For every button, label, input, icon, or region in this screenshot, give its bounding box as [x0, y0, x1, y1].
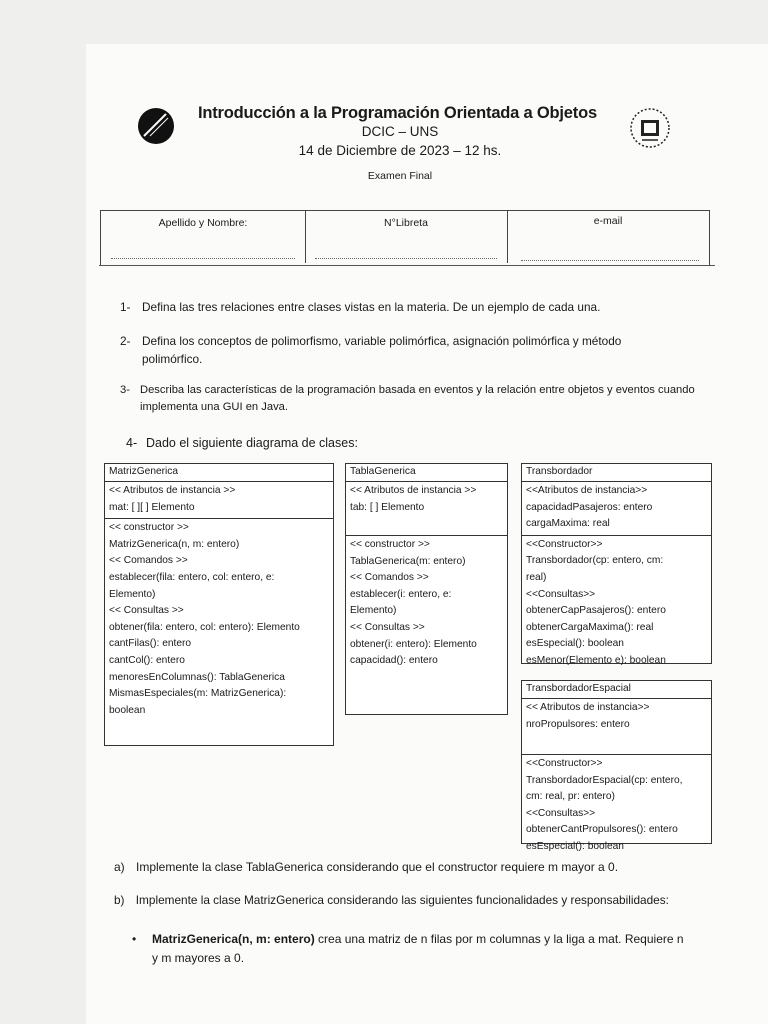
method-line: <<Constructor>>: [526, 538, 603, 550]
uml-class-transbordadorespacial: [521, 680, 712, 852]
attributes-section: [346, 482, 507, 536]
method-line: << constructor >>: [350, 539, 430, 550]
uml-class-transbordador: [521, 463, 712, 664]
question-3: [120, 381, 720, 417]
email-dotted-line: [521, 260, 699, 261]
course-title: Introducción a la Programación Orientada a Objetos: [198, 104, 597, 122]
method-line: << Consultas >>: [350, 621, 425, 633]
question-text-line2: implementa una GUI en Java.: [140, 401, 288, 413]
question-number: 1-: [120, 300, 131, 314]
method-line: boolean: [109, 704, 146, 716]
method-line: obtenerCantPropulsores(): entero: [526, 824, 678, 836]
attribute-line: nroPropulsores: entero: [526, 718, 630, 730]
method-line: TransbordadorEspacial(cp: entero,: [526, 774, 683, 786]
method-line: esEspecial(): boolean: [526, 638, 624, 650]
question-text-line1: Describa las características de la programación basada en eventos y la relación entre objetos y eventos cuando: [140, 384, 695, 396]
methods-section: [346, 536, 507, 672]
attribute-line: tab: [ ] Elemento: [350, 501, 425, 513]
method-line: MismasEspeciales(m: MatrizGenerica):: [109, 688, 287, 700]
bullet-text-line1: crea una matriz de n filas por m columnas y la liga a mat. Requiere n: [314, 932, 684, 946]
attribute-line: << Atributos de instancia >>: [350, 485, 477, 496]
question-number: 3-: [120, 384, 130, 396]
method-line: cantCol(): entero: [109, 654, 185, 666]
question-4: [126, 434, 526, 452]
email-label: e-mail: [593, 215, 623, 227]
method-line: obtenerCargaMaxima(): real: [526, 621, 654, 633]
attribute-line: capacidadPasajeros: entero: [526, 501, 653, 513]
method-line: esEspecial(): boolean: [526, 840, 624, 852]
attribute-line: <<Atributos de instancia>>: [526, 485, 648, 496]
method-line: capacidad(): entero: [350, 655, 438, 667]
libreta-label: N°Libreta: [384, 217, 428, 229]
method-line: Transbordador(cp: entero, cm:: [526, 555, 664, 567]
uml-class-tablagenerica: [345, 463, 508, 715]
libreta-dotted-line: [315, 258, 497, 259]
class-name: Transbordador: [522, 464, 711, 482]
method-line: obtener(fila: entero, col: entero): Elemento: [109, 621, 300, 633]
class-name: MatrizGenerica: [105, 464, 333, 482]
attribute-line: mat: [ ][ ] Elemento: [109, 501, 195, 513]
exam-date: 14 de Diciembre de 2023 – 12 hs.: [298, 143, 502, 158]
name-field[interactable]: [101, 211, 306, 263]
bullet-text-line2: y m mayores a 0.: [152, 951, 245, 965]
method-line: << Consultas >>: [109, 605, 184, 617]
class-name: TablaGenerica: [346, 464, 507, 482]
attributes-section: [105, 482, 333, 519]
methods-section: [522, 536, 711, 672]
method-line: cm: real, pr: entero): [526, 791, 615, 803]
attributes-section: [522, 699, 711, 755]
attribute-line: cargaMaxima: real: [526, 518, 610, 530]
university-logo-left: [136, 106, 176, 146]
question-text-line1: Defina los conceptos de polimorfismo, variable polimórfica, asignación polimórfica y método: [142, 334, 622, 348]
attributes-section: [522, 482, 711, 536]
method-line: <<Consultas>>: [526, 807, 596, 819]
method-line: << Comandos >>: [350, 572, 429, 584]
method-line: cantFilas(): entero: [109, 638, 192, 650]
method-line: real): [526, 571, 547, 583]
name-label: Apellido y Nombre:: [158, 217, 248, 229]
methods-section: [105, 519, 333, 721]
part-a-text: Implemente la clase TablaGenerica considerando que el constructor requiere m mayor a 0.: [136, 860, 619, 874]
part-b-text: Implemente la clase MatrizGenerica considerando las siguientes funcionalidades y responsabilidades:: [135, 893, 669, 907]
part-a-label: a): [114, 860, 125, 874]
name-dotted-line: [111, 258, 295, 259]
methods-section: [522, 755, 711, 858]
uml-class-matrizgenerica: [104, 463, 334, 746]
question-number: 4-: [126, 436, 138, 450]
method-line: esMenor(Elemento e): boolean: [526, 654, 666, 666]
method-line: obtener(i: entero): Elemento: [350, 638, 477, 650]
attribute-line: << Atributos de instancia >>: [109, 485, 236, 496]
part-b: [114, 893, 669, 907]
method-line: establecer(fila: entero, col: entero, e:: [109, 571, 275, 583]
method-line: Elemento): [109, 588, 156, 600]
id-box-baseline: [99, 265, 715, 266]
method-line: menoresEnColumnas(): TablaGenerica: [109, 671, 285, 683]
method-line: obtenerCapPasajeros(): entero: [526, 605, 666, 617]
part-a: [114, 860, 618, 874]
method-line: <<Consultas>>: [526, 588, 596, 600]
method-line: Elemento): [350, 605, 397, 617]
method-line: TablaGenerica(m: entero): [350, 555, 466, 567]
question-2: [120, 332, 720, 368]
question-number: 2-: [120, 334, 131, 348]
method-line: establecer(i: entero, e:: [350, 588, 452, 600]
method-line: << Comandos >>: [109, 555, 188, 567]
class-name: TransbordadorEspacial: [522, 681, 711, 699]
method-line: MatrizGenerica(n, m: entero): [109, 538, 240, 550]
student-id-box: [100, 210, 710, 265]
question-text: Dado el siguiente diagrama de clases:: [146, 436, 358, 450]
university-seal-right: [628, 104, 672, 152]
bullet-icon: •: [132, 932, 137, 946]
attribute-line: << Atributos de instancia>>: [526, 702, 650, 713]
method-line: <<Constructor>>: [526, 758, 603, 769]
part-b-label: b): [114, 893, 125, 907]
question-text: Defina las tres relaciones entre clases vistas en la materia. De un ejemplo de cada una.: [142, 300, 601, 314]
libreta-field[interactable]: [305, 211, 508, 263]
question-text-line2: polimórfico.: [142, 352, 203, 366]
method-line: << constructor >>: [109, 522, 189, 534]
question-1: [120, 298, 720, 316]
department: DCIC – UNS: [361, 124, 439, 139]
bullet-bold-signature: MatrizGenerica(n, m: entero): [152, 932, 315, 946]
exam-type: Examen Final: [367, 170, 433, 182]
